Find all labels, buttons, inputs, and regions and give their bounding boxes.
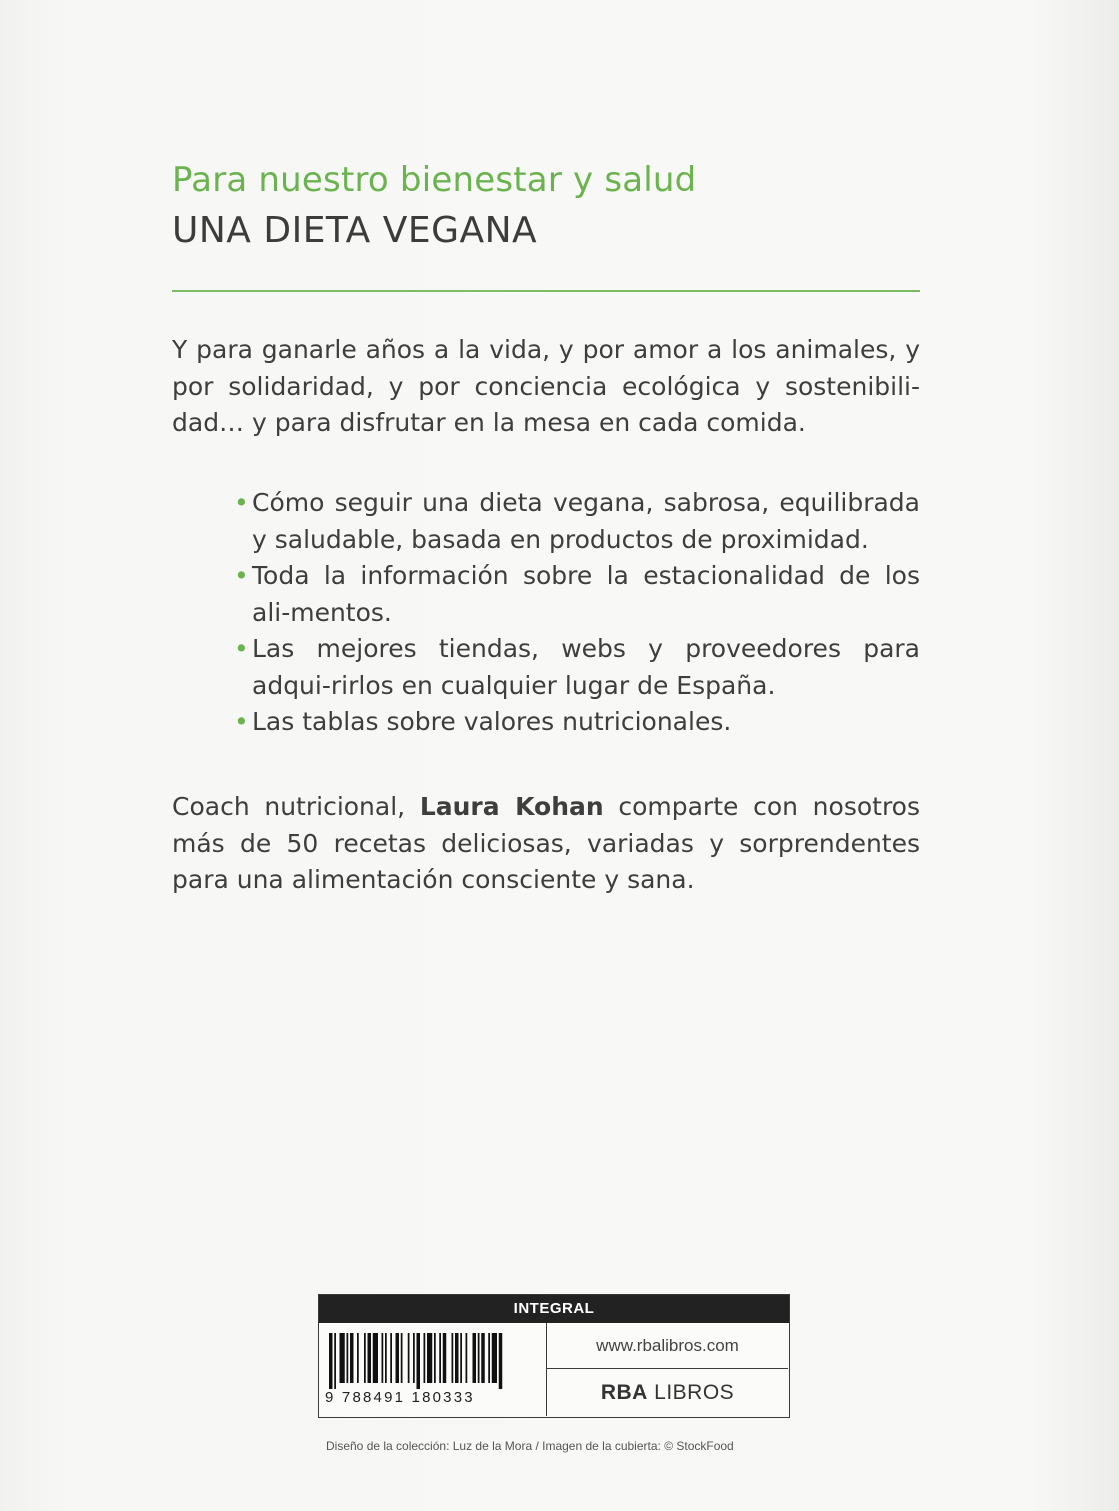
barcode-bar [385,1333,387,1383]
barcode-bar [439,1333,441,1383]
barcode-bar [481,1333,485,1383]
barcode-bar [417,1333,421,1389]
bullet-icon: • [234,634,249,663]
barcode-bar [347,1333,349,1383]
bullet-icon: • [234,488,249,517]
barcode-bar [357,1333,359,1383]
barcode-icon [329,1333,535,1389]
cover-title: UNA DIETA VEGANA [172,210,538,251]
barcode-cell [319,1323,547,1416]
barcode-bar [413,1333,415,1383]
list-item [232,704,920,741]
barcode-bar [466,1333,468,1383]
bio-text-end: comparte con nosotros más de 50 recetas deliciosas, variadas y sorprendentes para una alimentación consciente y sana. [172,792,920,894]
barcode-bar [382,1333,384,1383]
divider-line [172,290,920,292]
list-item-text: Toda la información sobre la estacionalidad de los ali-mentos. [252,561,920,627]
list-item [232,631,920,704]
barcode-bar [455,1333,459,1383]
barcode-bar [499,1333,503,1389]
barcode-bar [488,1333,490,1383]
feature-list [232,485,920,741]
cover-subtitle: Para nuestro bienestar y salud [172,160,697,200]
isbn-number: 9 788491 180333 [325,1389,475,1406]
author-name: Laura Kohan [419,792,604,821]
barcode-bar [390,1333,392,1383]
publisher-website[interactable]: www.rbalibros.com [547,1323,788,1369]
list-item [232,558,920,631]
barcode-bar [396,1333,400,1383]
barcode-bar [424,1333,426,1383]
barcode-bar [460,1333,462,1383]
author-paragraph [172,789,920,899]
barcode-bar [334,1333,336,1389]
intro-paragraph: Y para ganarle años a la vida, y por amor a los animales, y por solidaridad, y por conciencia ecológica y sostenibili-dad… y para disfrutar en la mesa en cada comida. [172,335,920,437]
barcode-bar [408,1333,410,1383]
collection-label: INTEGRAL [319,1295,789,1323]
barcode-bar [427,1333,432,1383]
publisher-logo-bold: RBA [600,1381,648,1404]
publisher-logo [547,1369,788,1416]
publisher-logo-rest: LIBROS [647,1381,735,1404]
barcode-bar [368,1333,372,1383]
barcode-bar [401,1333,403,1383]
barcode-bar [478,1333,480,1383]
barcode-bar [452,1333,454,1383]
bullet-icon: • [234,561,249,590]
barcode-bar [492,1333,497,1383]
publisher-badge [318,1294,790,1418]
cover-credits: Diseño de la colección: Luz de la Mora / Imagen de la cubierta: © StockFood [326,1439,734,1453]
barcode-bar [350,1333,354,1383]
barcode-bar [329,1333,333,1389]
barcode-bar [340,1333,345,1383]
bio-text-start: Coach nutricional, [172,792,420,821]
barcode-bar [443,1333,447,1383]
barcode-bar [473,1333,477,1383]
list-item-text: Las mejores tiendas, webs y proveedores para adqui-rirlos en cualquier lugar de España. [252,634,920,700]
barcode-bar [434,1333,436,1383]
bullet-icon: • [234,707,249,736]
list-item-text: Las tablas sobre valores nutricionales. [252,707,732,736]
list-item-text: Cómo seguir una dieta vegana, sabrosa, equilibrada y saludable, basada en productos de proximidad. [252,488,920,554]
list-item [232,485,920,558]
barcode-bar [364,1333,366,1383]
barcode-bar [373,1333,378,1383]
